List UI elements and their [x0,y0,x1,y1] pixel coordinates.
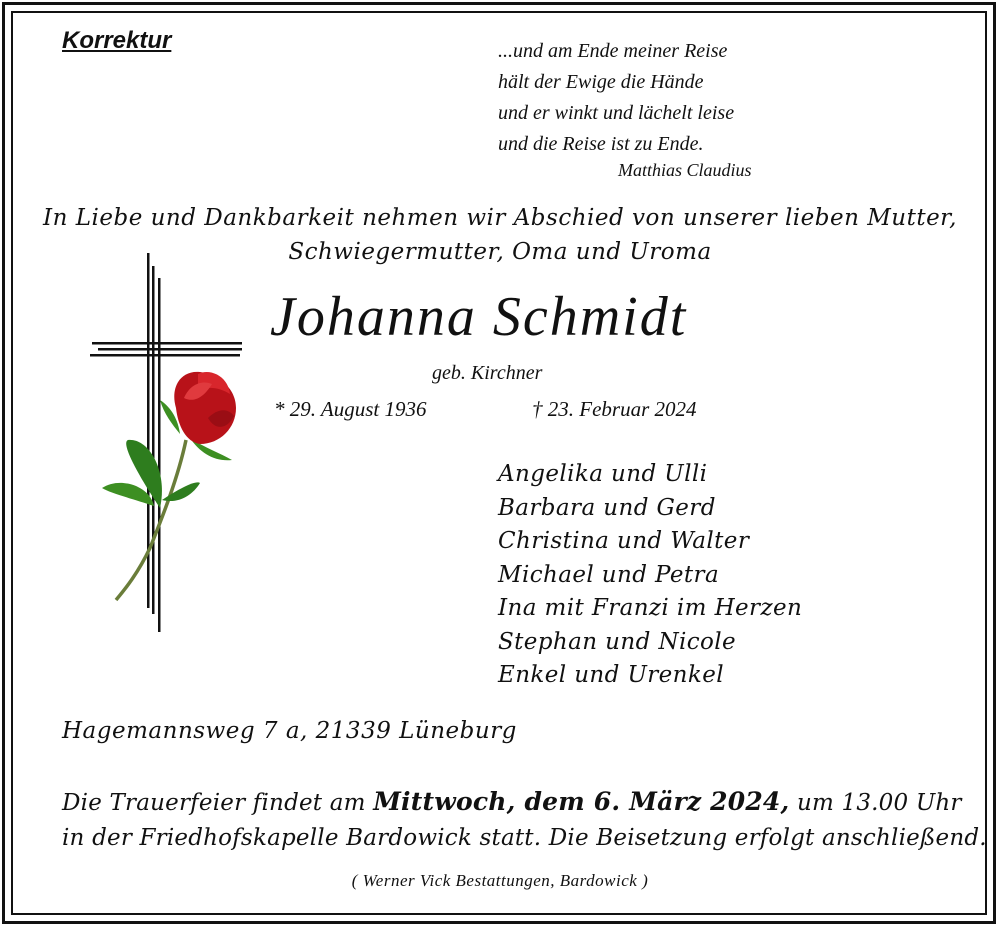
list-item: Michael und Petra [498,561,720,588]
list-item: Christina und Walter [498,528,750,554]
cross-bar [92,342,242,345]
death-date: † 23. Februar 2024 [532,397,697,421]
list-item: Barbara und Gerd [498,494,716,521]
birth-date: * 29. August 1936 [274,397,427,421]
service-time: um 13.00 Uhr [789,790,962,816]
list-item: Stephan und Nicole [498,628,737,655]
poem [498,36,734,160]
service-location: in der Friedhofskapelle Bardowick statt. Die Beisetzung erfolgt anschließend. [62,825,987,851]
korrektur-label: Korrektur [62,27,172,54]
poem-author: Matthias Claudius [618,160,752,180]
cross-bar [98,348,242,351]
service-info [62,784,987,856]
poem-line: und die Reise ist zu Ende. [498,133,704,155]
intro-line-2: Schwiegermutter, Oma und Uroma [288,239,712,265]
cross-bar [158,278,161,632]
list-item: Ina mit Franzi im Herzen [498,595,803,621]
deceased-name: Johanna Schmidt [270,286,688,348]
cross-with-rose-icon [50,248,282,640]
mourners-list [498,458,802,693]
service-date: Mittwoch, dem 6. März 2024, [373,787,790,816]
list-item: Angelika und Ulli [498,461,708,487]
funeral-home: ( Werner Vick Bestattungen, Bardowick ) [351,871,649,890]
maiden-name: geb. Kirchner [432,362,543,384]
poem-line: und er winkt und lächelt leise [498,102,735,124]
address: Hagemannsweg 7 a, 21339 Lüneburg [62,718,517,744]
poem-line: ...und am Ende meiner Reise [498,40,728,62]
cross-bar [90,354,240,357]
poem-line: hält der Ewige die Hände [498,71,704,93]
service-prefix: Die Trauerfeier findet am [62,790,374,816]
list-item: Enkel und Urenkel [498,662,724,688]
cross-bar [152,266,155,614]
intro-line-1: In Liebe und Dankbarkeit nehmen wir Abschied von unserer lieben Mutter, [43,205,957,231]
